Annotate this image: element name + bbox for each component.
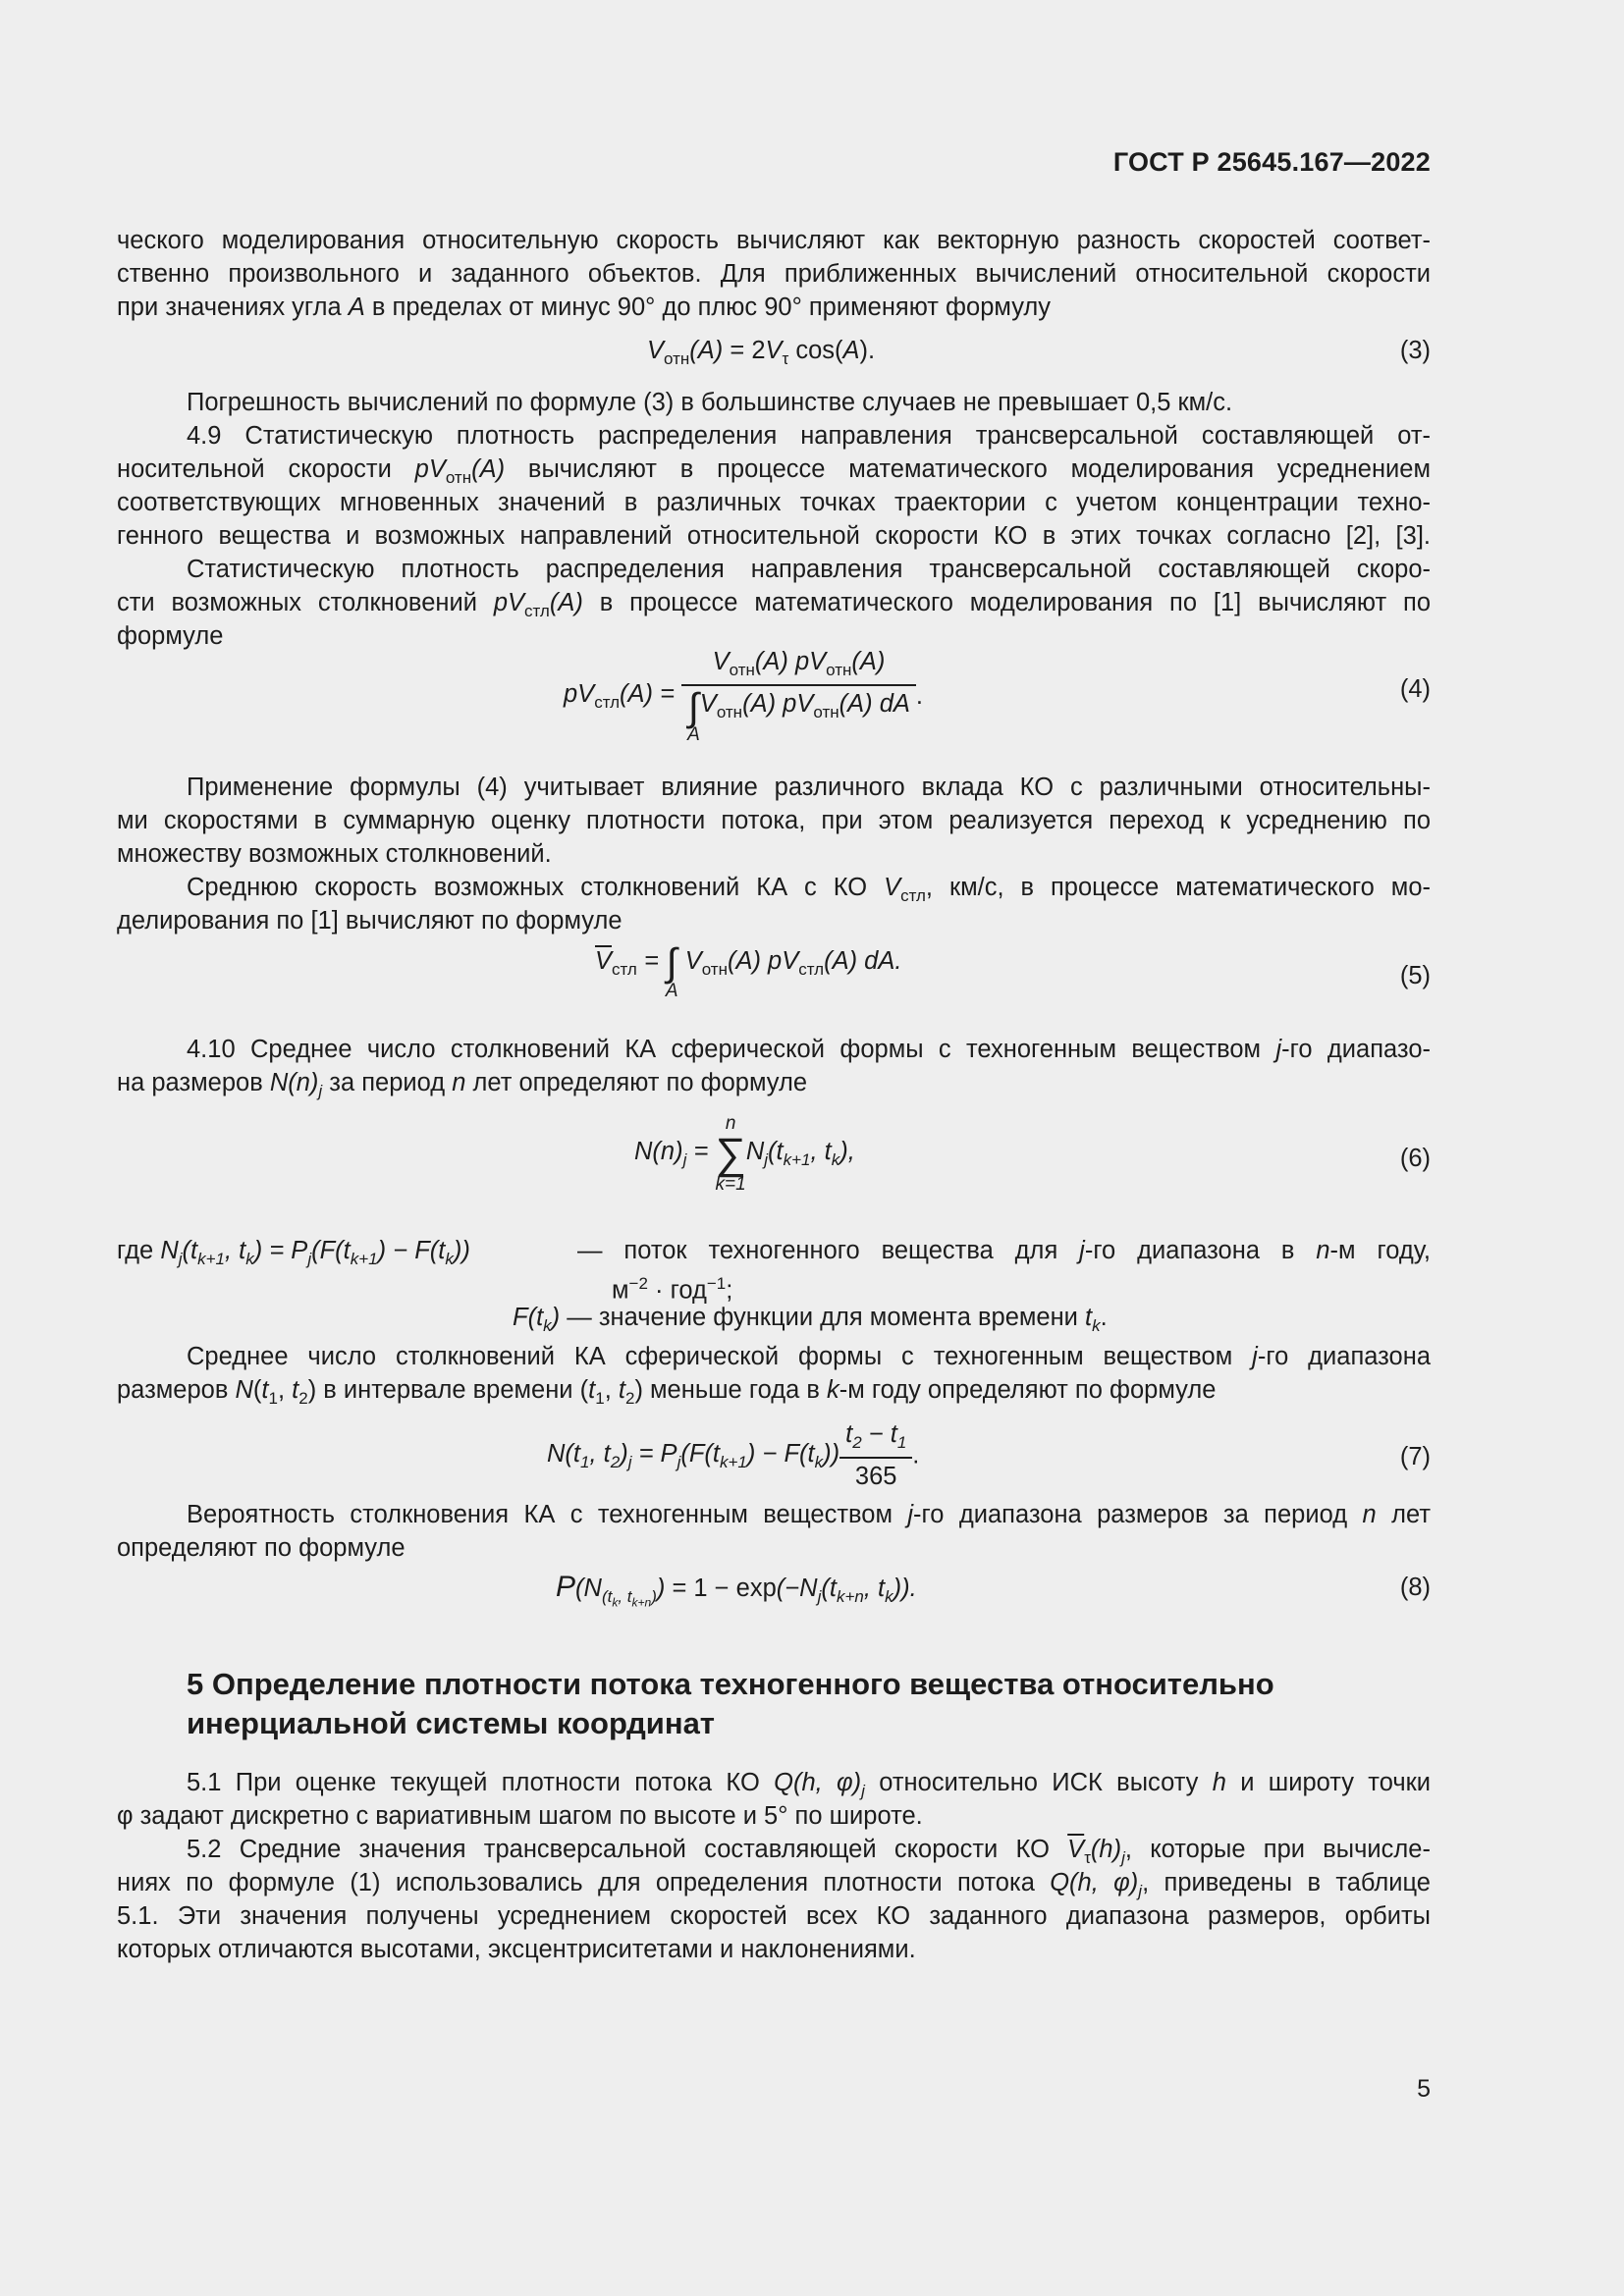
paragraph-line: при значениях угла A в пределах от минус 90° до плюс 90° применяют формулу — [117, 294, 1052, 321]
formula-number: (4) — [1399, 675, 1431, 703]
paragraph-line: 5.1. Эти значения получены усреднением скоростей всех КО заданного диапазона размеров, орбиты — [117, 1902, 1431, 1930]
where-description: — поток техногенного вещества для j-го диапазона в n-м году, — [577, 1237, 1431, 1264]
paragraph-line: соответствующих мгновенных значений в различных точках траектории с учетом концентрации техно- — [117, 489, 1431, 516]
paragraph-line: 4.9 Статистическую плотность распределения направления трансверсальной составляющей от- — [187, 422, 1431, 450]
formula-6 — [117, 1114, 1431, 1207]
formula-6-expression: $N(n)_j$ = n ∑ k=1 $N_j(t_{k+1}$, $t_k$), — [634, 1113, 855, 1195]
paragraph-line: формуле — [117, 622, 224, 650]
where-units: $м^{-2} \cdot год^{-1}$; — [612, 1274, 733, 1305]
document-code-header: ГОСТ Р 25645.167—2022 — [1112, 147, 1431, 177]
where-definition: где $N_j(t_{k+1}$, $t_k) = P_j(F(t_{k+1}) - F(t_k))$ — [117, 1237, 470, 1269]
paragraph-line: ческого моделирования относительную скорость вычисляют как векторную разность скоростей соответ- — [117, 227, 1431, 254]
formula-number: (8) — [1399, 1574, 1431, 1601]
paragraph-line: φ задают дискретно с вариативным шагом по высоте и 5° по широте. — [117, 1802, 923, 1830]
paragraph-line: определяют по формуле — [117, 1534, 406, 1562]
formula-number: (5) — [1399, 962, 1431, 989]
paragraph-line: размеров $N(t_1$, $t_2$) в интервале времени ($t_1$, $t_2$) меньше года в k-м году определяют по формуле — [117, 1376, 1217, 1409]
where-definition-F: $F(t_k)$ — значение функции для момента времени $t_k$. — [513, 1304, 1108, 1336]
paragraph-line: 5.2 Средние значения трансверсальной составляющей скорости КО $\overline{V}_\tau(h)_j$, которые при вычисле- — [187, 1836, 1431, 1868]
paragraph-line: ственно произвольного и заданного объектов. Для приближенных вычислений относительной скорости — [117, 260, 1431, 288]
paragraph-line: носительной скорости $pV_{отн}(A)$ вычисляют в процессе математического моделирования усреднением — [117, 455, 1431, 488]
section-heading: инерциальной системы координат — [187, 1706, 715, 1740]
formula-5-expression: $\overline{V}_{стл}$ = ∫ A $V_{отн}(A)$ $pV_{стл}(A)$ dA. — [595, 941, 902, 1001]
formula-8-expression: $P(N_{(t_k, t_{k+n})}) = 1 - \exp(-N_j(t_{k+n}$, $t_k$)). — [556, 1571, 917, 1610]
formula-number: (7) — [1399, 1443, 1431, 1470]
paragraph-line: Вероятность столкновения КА с техногенным веществом j-го диапазона размеров за период n лет — [187, 1501, 1431, 1528]
section-heading: 5 Определение плотности потока техногенного вещества относительно — [187, 1667, 1274, 1701]
formula-4 — [117, 648, 1431, 766]
paragraph-line: Статистическую плотность распределения направления трансверсальной составляющей скоро- — [187, 556, 1431, 583]
paragraph-line: делирования по [1] вычисляют по формуле — [117, 907, 623, 934]
formula-number: (3) — [1399, 337, 1431, 364]
formula-7-expression: $N(t_1$, $t_2)_j = P_j(F(t_{k+1}) - F(t_k))$ $\frac{t_2 - t_1}{365}$ . — [547, 1420, 920, 1491]
paragraph-line: которых отличаются высотами, эксцентриситетами и наклонениями. — [117, 1936, 916, 1963]
paragraph-line: на размеров $N(n)_j$ за период n лет определяют по формуле — [117, 1069, 808, 1101]
paragraph-line: ниях по формуле (1) использовались для определения плотности потока Q(h, $\varphi)_j$, приведены в таблице — [117, 1869, 1431, 1901]
formula-7 — [117, 1420, 1431, 1499]
paragraph-line: сти возможных столкновений $pV_{стл}(A)$ в процессе математического моделирования по [1] вычисляют по — [117, 589, 1432, 621]
paragraph-line: 5.1 При оценке текущей плотности потока КО Q(h, $\varphi)_j$ относительно ИСК высоту h и широту точки — [187, 1769, 1432, 1801]
formula-8 — [117, 1571, 1431, 1629]
paragraph-line: Среднее число столкновений КА сферической формы с техногенным веществом j-го диапазона — [187, 1343, 1432, 1370]
page-number: 5 — [1417, 2075, 1431, 2103]
paragraph-line: 4.10 Среднее число столкновений КА сферической формы с техногенным веществом j-го диапазо- — [187, 1036, 1431, 1063]
paragraph-line: Погрешность вычислений по формуле (3) в большинстве случаев не превышает 0,5 км/с. — [187, 389, 1233, 416]
formula-3-expression: $V_{отн}(A) = 2V_\tau$ cos(A). — [647, 337, 876, 369]
paragraph-line: Применение формулы (4) учитывает влияние различного вклада КО с различными относительны- — [187, 774, 1431, 801]
formula-5 — [117, 941, 1431, 1023]
paragraph-line: генного вещества и возможных направлений относительной скорости КО в этих точках согласно [2], [3]. — [117, 522, 1431, 550]
formula-4-expression: $pV_{стл}(A)$ = $V_{отн}(A)$ $pV_{отн}(A)$ ∫ A $V_{отн}(A)$ $pV_{отн}(A)$ dA . — [564, 648, 923, 746]
paragraph-line: Среднюю скорость возможных столкновений КА с КО $V_{стл}$, км/с, в процессе математического мо- — [187, 874, 1431, 906]
paragraph-line: множеству возможных столкновений. — [117, 840, 552, 868]
paragraph-line: ми скоростями в суммарную оценку плотности потока, при этом реализуется переход к усреднению по — [117, 807, 1431, 834]
formula-number: (6) — [1399, 1145, 1431, 1172]
